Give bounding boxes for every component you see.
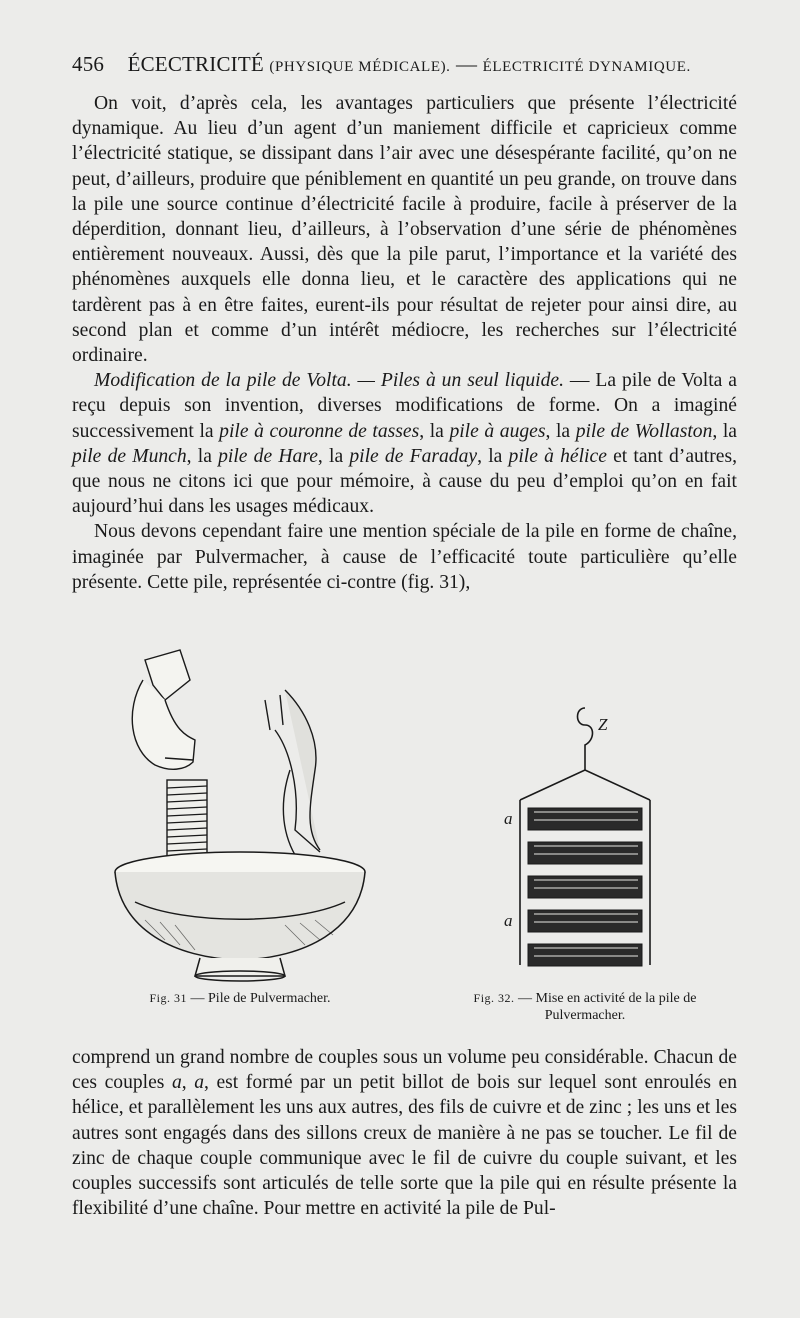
italic-term: a: [194, 1072, 205, 1094]
running-header: [72, 52, 762, 77]
header-title: ÉCECTRICITÉ: [127, 52, 264, 76]
italic-term: pile de Munch: [72, 445, 187, 467]
figure-32-label-z: Z: [598, 715, 608, 734]
text-run: , la: [186, 445, 219, 467]
header-separator: —: [455, 52, 478, 76]
figure-31-label: Fig. 31: [149, 991, 188, 1005]
figure-32-label: Fig. 32.: [473, 991, 515, 1005]
italic-term: pile à auges: [449, 420, 546, 442]
text-run: — La pile de Volta a reçu depuis son invention, diverses modifications de forme. On a imaginé successivement la: [72, 370, 737, 442]
italic-term: pile de Hare: [218, 445, 318, 467]
caption-separator: —: [518, 991, 533, 1006]
figure-31-illustration: [105, 640, 375, 985]
paragraph-1: On voit, d’après cela, les avantages particuliers que présente l’électricité dynamique. Au lieu d’un agent d’un maniement difficile et capricieux comme l’électricité statique, se dissipant dans l’air avec une désespérante facilité, qu’on ne peut, d’ailleurs, produire que péniblement en quantité un peu grande, on trouve dans la pile une source continue d’électricité facile à produire, facile à préserver de la déperdition, donnant lieu, d’ailleurs, à l’observation d’une série de phénomènes entièrement nouveaux. Aussi, dès que la pile parut, l’importance et la variété des phénomènes auxquels elle donna lieu, et le caractère des applications qui ne tardèrent pas à en être faites, eurent-ils pour résultat de rejeter pour ainsi dire, au second plan et comme d’un intérêt médiocre, les recherches sur l’électricité ordinaire.: [72, 93, 737, 367]
figure-32-illustration: [490, 700, 680, 985]
paragraph-4: [72, 1045, 737, 1221]
text-run: , la: [477, 445, 509, 467]
page-number: 456: [72, 52, 105, 76]
text-run: , la: [419, 420, 450, 442]
caption-separator: —: [190, 991, 205, 1006]
text-block-bottom: [72, 1045, 737, 1221]
header-subsection: ÉLECTRICITÉ DYNAMIQUE.: [482, 59, 691, 75]
figure-32-label-a: a: [504, 809, 513, 828]
italic-term: a: [171, 1072, 182, 1094]
figure-31-caption-text: Pile de Pulvermacher.: [208, 991, 331, 1006]
italic-term: pile de Wollaston: [575, 420, 713, 442]
figure-31-caption: [95, 990, 385, 1007]
text-run: , est formé par un petit billot de bois sur lequel sont enroulés en hélice, et parallèlement les uns aux autres, des fils de cuivre et de zinc ; les uns et les autres sont engagés dans des sillons creux de manière à ne pas se toucher. Le fil de zinc de chaque couple communique avec le fil de cuivre du couple suivant, et les couples successifs sont articulés de telle sorte que la pile qui en résulte présente la flexibilité d’une chaîne. Pour mettre en activité la pile de Pul-: [72, 1072, 737, 1220]
header-section: (PHYSIQUE MÉDICALE).: [269, 59, 451, 75]
paragraph-3: Nous devons cependant faire une mention spéciale de la pile en forme de chaîne, imaginée par Pulvermacher, à cause de l’efficacité toute particulière qu’elle présente. Cette pile, représentée ci-contre (fig. 31),: [72, 521, 737, 593]
italic-term: pile à couronne de tasses: [219, 420, 420, 442]
paragraph-2: [72, 368, 737, 519]
text-run: ,: [181, 1072, 195, 1094]
figure-32-caption-text: Mise en activité de la pile de Pulvermacher.: [535, 991, 697, 1023]
text-run: , la: [317, 445, 350, 467]
italic-term: pile à hélice: [508, 445, 607, 467]
italic-term: pile de Faraday: [349, 445, 478, 467]
figure-32-label-a-2: a: [504, 911, 513, 930]
paragraph-2-heading: Modification de la pile de Volta. — Piles à un seul liquide.: [94, 370, 564, 392]
text-run: , la: [545, 420, 576, 442]
figure-32-caption: [440, 990, 730, 1024]
text-run: comprend un grand nombre de couples sous un volume peu considérable. Chacun de ces couples: [72, 1047, 737, 1094]
text-run: , la: [712, 420, 738, 442]
text-block-top: [72, 91, 737, 595]
text-run: et tant d’autres, que nous ne citons ici que pour mémoire, à cause du peu d’emploi qu’on en fait aujourd’hui dans les usages médicaux.: [72, 445, 737, 518]
